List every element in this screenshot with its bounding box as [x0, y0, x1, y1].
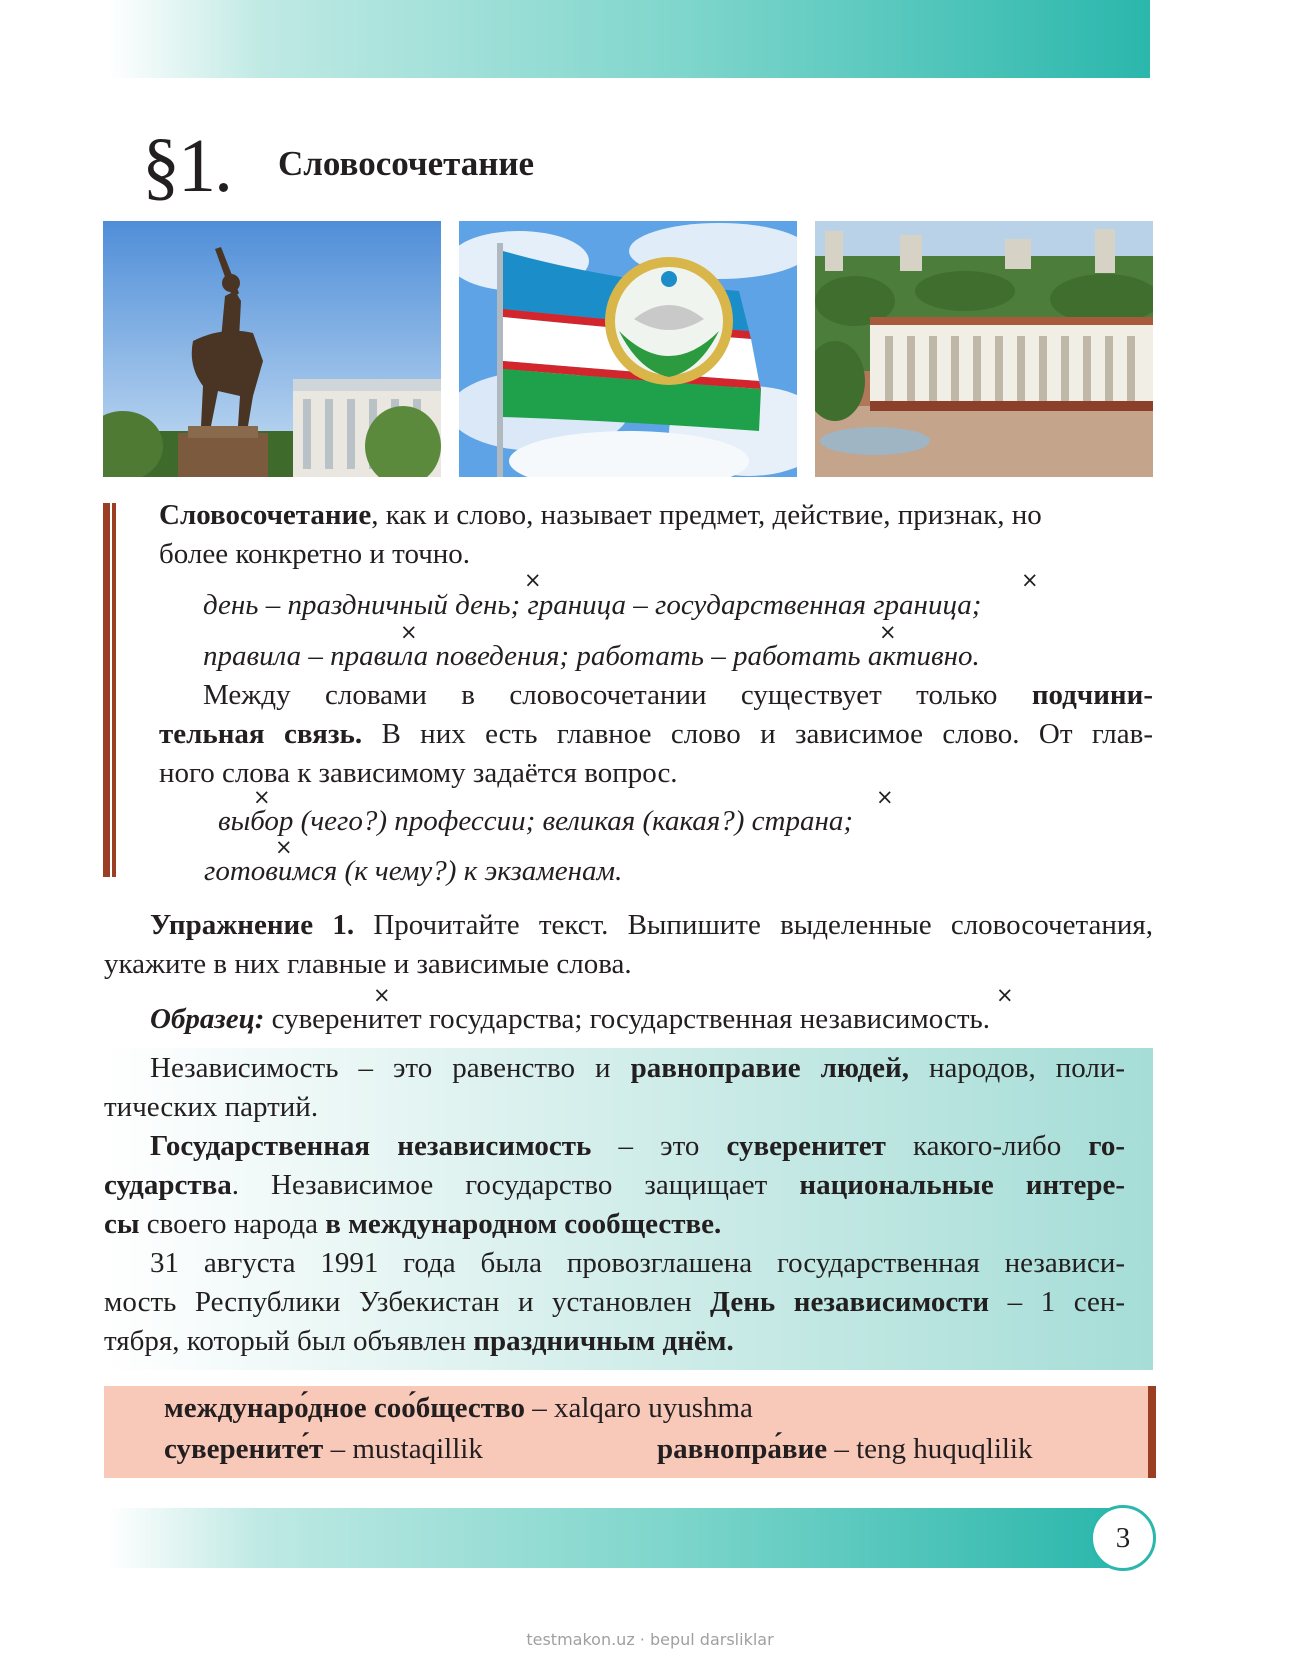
vocab-entry-1: междунаро́дное соо́бщество – xalqaro uyushma — [164, 1392, 753, 1424]
watermark-footer: testmakon.uz · bepul darsliklar — [526, 1630, 774, 1649]
photo-senate-building — [815, 221, 1153, 477]
page-number: 3 — [1115, 1522, 1131, 1554]
reading-line-8: тября, который был объявлен праздничным днём. — [104, 1325, 734, 1357]
rule-example-3: выбор (чего?) профессии; великая (какая?) страна; — [218, 805, 854, 837]
rule-paragraph-2-line-2: тельная связь. В них есть главное слово и зависимое слово. От глав- — [159, 718, 1153, 750]
exercise-label: Упражнение 1. — [150, 909, 355, 941]
photo-flag-and-emblem — [459, 221, 797, 477]
exercise-line-1: Упражнение 1. Прочитайте текст. Выпишите выделенные словосочетания, — [150, 909, 1153, 941]
rule-paragraph-2-line-3: ного слова к зависимому задаётся вопрос. — [159, 757, 678, 789]
sample-label: Образец: — [150, 1003, 265, 1035]
main-word-mark: × — [373, 983, 391, 1007]
main-word-mark: × — [876, 785, 894, 809]
main-word-mark: × — [996, 983, 1014, 1007]
rule-line-2: более конкретно и точно. — [159, 538, 471, 570]
main-word-mark: × — [879, 620, 897, 644]
rule-paragraph-2-line-1: Между словами в словосочетании существует только подчини- — [203, 679, 1153, 711]
reading-line-1: Независимость – это равенство и равноправие людей, народов, поли- — [150, 1052, 1126, 1084]
reading-line-5: сы своего народа в международном сообществе. — [104, 1208, 722, 1240]
rule-term: Словосочетание — [159, 499, 372, 531]
photo-amir-temur-monument — [103, 221, 441, 477]
main-word-mark: × — [253, 785, 271, 809]
exercise-sample: Образец: суверенитет государства; государственная независимость. — [150, 1003, 991, 1035]
rule-side-bar — [103, 503, 117, 877]
main-word-mark: × — [524, 568, 542, 592]
main-word-mark: × — [1021, 568, 1039, 592]
header-gradient-bar — [108, 0, 1150, 78]
rule-example-2: правила – правила поведения; работать – работать активно. — [203, 640, 980, 672]
reading-line-7: мость Республики Узбекистан и установлен День независимости – 1 сен- — [104, 1286, 1126, 1318]
reading-line-6: 31 августа 1991 года была провозглашена государственная независи- — [150, 1247, 1125, 1279]
vocabulary-side-bar — [1148, 1386, 1156, 1478]
vocab-entry-3: равнопра́вие – teng huquqlilik — [657, 1433, 1033, 1465]
rule-example-1: день – праздничный день; граница – государственная граница; — [203, 589, 982, 621]
rule-example-4: готовимся (к чему?) к экзаменам. — [204, 855, 623, 887]
section-number: §1. — [142, 124, 231, 208]
page-title: Словосочетание — [278, 144, 535, 183]
footer-gradient-bar — [108, 1508, 1118, 1568]
exercise-line-2: укажите в них главные и зависимые слова. — [104, 948, 632, 980]
rule-line-1: Словосочетание, как и слово, называет предмет, действие, признак, но — [159, 499, 1042, 531]
reading-line-4: сударства. Независимое государство защищает национальные интере- — [104, 1169, 1125, 1201]
reading-line-2: тических партий. — [104, 1091, 319, 1123]
reading-line-3: Государственная независимость – это суверенитет какого-либо го- — [150, 1130, 1125, 1162]
vocab-entry-2: суверените́т – mustaqillik — [164, 1433, 483, 1465]
main-word-mark: × — [400, 620, 418, 644]
main-word-mark: × — [275, 835, 293, 859]
